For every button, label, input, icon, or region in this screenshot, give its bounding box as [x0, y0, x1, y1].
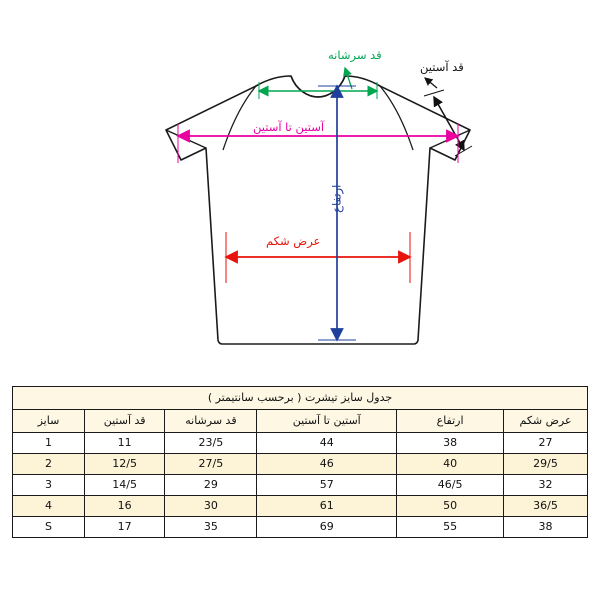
cell-sleeve-length: 17 — [84, 517, 165, 538]
cell-size: S — [13, 517, 85, 538]
cell-chest-width: 27 — [504, 433, 588, 454]
label-sleeve-length: قد آستین — [420, 60, 464, 74]
cell-chest-width: 36/5 — [504, 496, 588, 517]
cell-shoulder: 27/5 — [165, 454, 257, 475]
cell-size: 4 — [13, 496, 85, 517]
table-row — [13, 496, 588, 517]
cell-sleeve-length: 16 — [84, 496, 165, 517]
column-header-sleeve-length: قد آستین — [84, 410, 165, 433]
cell-height: 38 — [397, 433, 504, 454]
size-table-wrapper — [12, 386, 588, 538]
cell-sleeve-to-sleeve: 46 — [257, 454, 397, 475]
label-chest-width: عرض شکم — [262, 236, 324, 248]
label-height: ارتفاع — [329, 184, 344, 213]
cell-shoulder: 29 — [165, 475, 257, 496]
cell-chest-width: 32 — [504, 475, 588, 496]
column-header-sleeve-to-sleeve: آستین تا آستین — [257, 410, 397, 433]
column-header-size: سایز — [13, 410, 85, 433]
cell-sleeve-to-sleeve: 57 — [257, 475, 397, 496]
cell-shoulder: 23/5 — [165, 433, 257, 454]
column-header-height: ارتفاع — [397, 410, 504, 433]
cell-sleeve-length: 14/5 — [84, 475, 165, 496]
cell-shoulder: 35 — [165, 517, 257, 538]
size-table — [12, 386, 588, 538]
cell-height: 55 — [397, 517, 504, 538]
cell-sleeve-length: 11 — [84, 433, 165, 454]
column-header-chest-width: عرض شکم — [504, 410, 588, 433]
cell-height: 50 — [397, 496, 504, 517]
table-row — [13, 454, 588, 475]
cell-sleeve-length: 12/5 — [84, 454, 165, 475]
table-header-row — [13, 410, 588, 433]
label-shoulder: قد سرشانه — [328, 48, 382, 62]
column-header-shoulder: قد سرشانه — [165, 410, 257, 433]
cell-height: 46/5 — [397, 475, 504, 496]
table-title-row — [13, 387, 588, 410]
cell-sleeve-to-sleeve: 61 — [257, 496, 397, 517]
cell-shoulder: 30 — [165, 496, 257, 517]
table-row — [13, 517, 588, 538]
cell-height: 40 — [397, 454, 504, 475]
table-title: جدول سایز تیشرت ( برحسب سانتیمتر ) — [13, 387, 588, 410]
label-sleeve-to-sleeve: آستین تا آستین — [250, 122, 327, 134]
tshirt-outline — [166, 76, 470, 344]
cell-size: 1 — [13, 433, 85, 454]
cell-chest-width: 29/5 — [504, 454, 588, 475]
cell-size: 3 — [13, 475, 85, 496]
table-row — [13, 475, 588, 496]
cell-sleeve-to-sleeve: 44 — [257, 433, 397, 454]
cell-sleeve-to-sleeve: 69 — [257, 517, 397, 538]
cell-size: 2 — [13, 454, 85, 475]
table-row — [13, 433, 588, 454]
cell-chest-width: 38 — [504, 517, 588, 538]
